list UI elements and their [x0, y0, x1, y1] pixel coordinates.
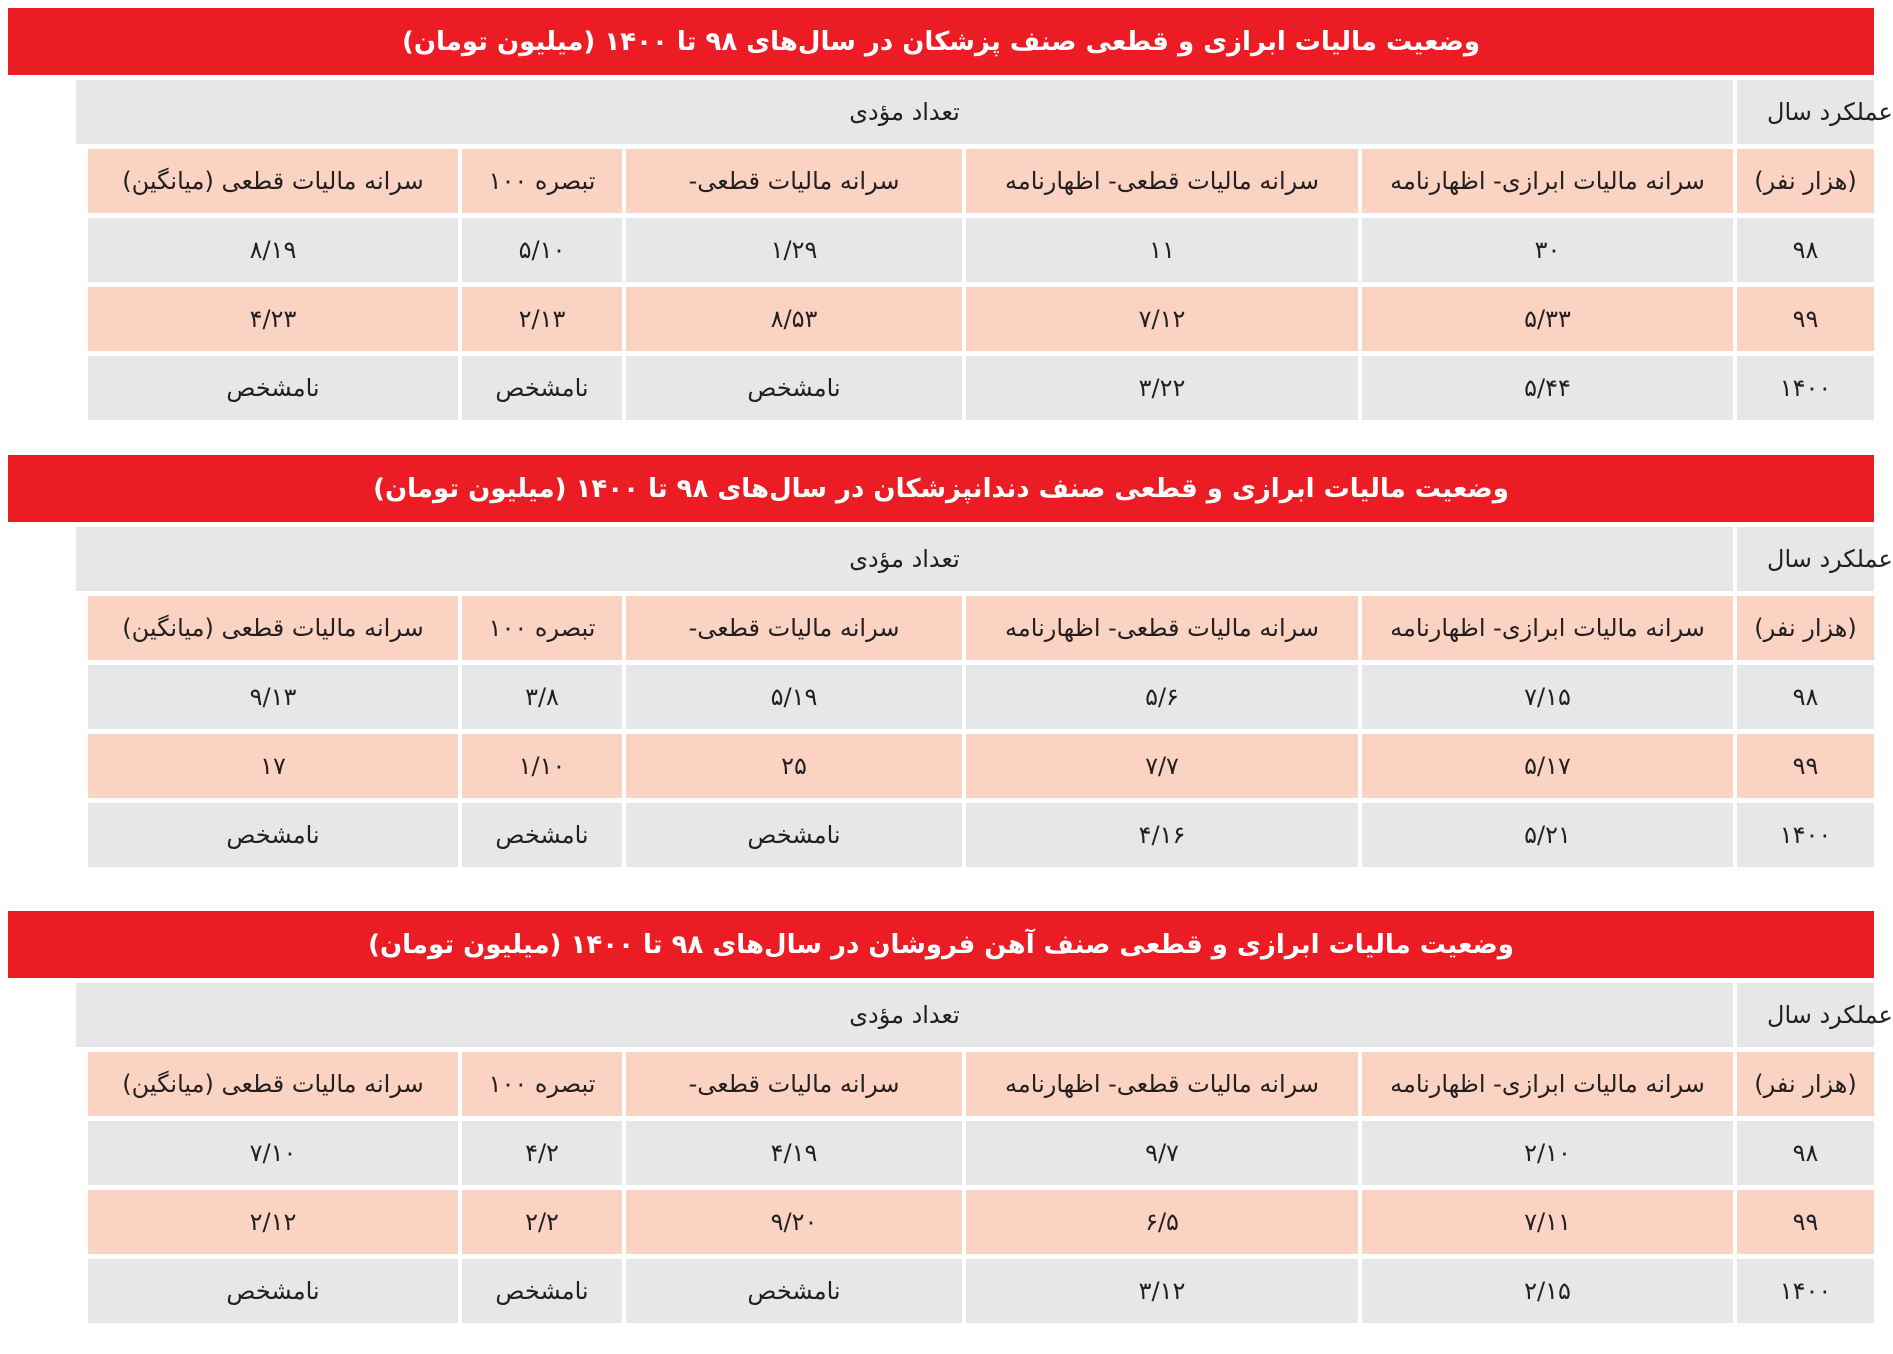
year-cell: ۹۹: [1737, 1190, 1874, 1254]
column-header: تبصره ۱۰۰: [462, 149, 622, 213]
column-header: سرانه مالیات قطعی (میانگین): [88, 596, 458, 660]
column-header: سرانه مالیات قطعی- اظهارنامه: [966, 149, 1358, 213]
column-header: سرانه مالیات قطعی-: [626, 149, 962, 213]
header-row-columns: [8, 1052, 1874, 1116]
year-cell: ۹۸: [1737, 1121, 1874, 1185]
table-cell: ۲/۲: [462, 1190, 622, 1254]
header-row-top: [8, 527, 1893, 591]
tax-table-physicians: [8, 8, 1893, 420]
year-cell: ۹۹: [1737, 287, 1874, 351]
table-cell: ۸/۵۳: [626, 287, 962, 351]
table-cell: ۳/۲۲: [966, 356, 1358, 420]
table-cell: نامشخص: [626, 356, 962, 420]
table-cell: ۲/۱۳: [462, 287, 622, 351]
column-header: سرانه مالیات ابرازی- اظهارنامه: [1362, 596, 1733, 660]
table-row: [8, 734, 1874, 798]
tax-table-iron-sellers: [8, 911, 1893, 1323]
table-cell: نامشخص: [88, 1259, 458, 1323]
year-header: عملکرد سال: [1737, 80, 1874, 144]
column-header: سرانه مالیات قطعی- اظهارنامه: [966, 1052, 1358, 1116]
table-cell: ۵/۴۴: [1362, 356, 1733, 420]
table-cell: ۴/۲۳: [88, 287, 458, 351]
table-row: [8, 218, 1874, 282]
column-header: سرانه مالیات قطعی-: [626, 1052, 962, 1116]
table-cell: ۵/۱۷: [1362, 734, 1733, 798]
table-title: وضعیت مالیات ابرازی و قطعی صنف آهن فروشان در سال‌های ۹۸ تا ۱۴۰۰ (میلیون تومان): [8, 911, 1874, 978]
table-cell: ۴/۱۶: [966, 803, 1358, 867]
table-row: [8, 1121, 1874, 1185]
column-header: سرانه مالیات قطعی-: [626, 596, 962, 660]
column-header: سرانه مالیات ابرازی- اظهارنامه: [1362, 149, 1733, 213]
table-cell: نامشخص: [626, 1259, 962, 1323]
year-cell: ۱۴۰۰: [1737, 1259, 1874, 1323]
unit-header: (هزار نفر): [1737, 149, 1874, 213]
table-cell: ۳/۱۲: [966, 1259, 1358, 1323]
table-cell: ۵/۶: [966, 665, 1358, 729]
year-cell: ۱۴۰۰: [1737, 356, 1874, 420]
table-cell: نامشخص: [462, 803, 622, 867]
table-cell: ۱/۱۰: [462, 734, 622, 798]
table-row: [8, 1190, 1874, 1254]
column-header: سرانه مالیات ابرازی- اظهارنامه: [1362, 1052, 1733, 1116]
table-cell: ۱۷: [88, 734, 458, 798]
table-cell: نامشخص: [626, 803, 962, 867]
table-cell: ۲/۱۵: [1362, 1259, 1733, 1323]
table-cell: نامشخص: [462, 356, 622, 420]
table-cell: ۷/۱۲: [966, 287, 1358, 351]
table-cell: ۲۵: [626, 734, 962, 798]
table-title: وضعیت مالیات ابرازی و قطعی صنف دندانپزشکان در سال‌های ۹۸ تا ۱۴۰۰ (میلیون تومان): [8, 455, 1874, 522]
table-cell: ۱/۲۹: [626, 218, 962, 282]
table-cell: ۷/۱۱: [1362, 1190, 1733, 1254]
header-row-columns: [8, 596, 1874, 660]
table-cell: ۲/۱۰: [1362, 1121, 1733, 1185]
table-cell: ۵/۱۹: [626, 665, 962, 729]
table-row: [8, 356, 1874, 420]
table-cell: ۵/۱۰: [462, 218, 622, 282]
table-cell: ۳۰: [1362, 218, 1733, 282]
header-row-columns: [8, 149, 1874, 213]
table-cell: ۱۱: [966, 218, 1358, 282]
table-cell: ۴/۱۹: [626, 1121, 962, 1185]
table-cell: ۵/۳۳: [1362, 287, 1733, 351]
table-cell: نامشخص: [462, 1259, 622, 1323]
group-header: تعداد مؤدی: [76, 80, 1733, 144]
unit-header: (هزار نفر): [1737, 1052, 1874, 1116]
table-row: [8, 665, 1874, 729]
header-row-top: [8, 983, 1893, 1047]
column-header: سرانه مالیات قطعی (میانگین): [88, 1052, 458, 1116]
column-header: سرانه مالیات قطعی- اظهارنامه: [966, 596, 1358, 660]
table-cell: ۶/۵: [966, 1190, 1358, 1254]
group-header: تعداد مؤدی: [76, 527, 1733, 591]
table-cell: ۴/۲: [462, 1121, 622, 1185]
header-row-top: [8, 80, 1893, 144]
year-cell: ۹۸: [1737, 665, 1874, 729]
table-cell: ۸/۱۹: [88, 218, 458, 282]
table-cell: ۷/۷: [966, 734, 1358, 798]
tax-table-dentists: [8, 455, 1893, 867]
year-header: عملکرد سال: [1737, 983, 1874, 1047]
table-row: [8, 1259, 1874, 1323]
year-cell: ۹۸: [1737, 218, 1874, 282]
table-cell: نامشخص: [88, 356, 458, 420]
table-cell: ۵/۲۱: [1362, 803, 1733, 867]
column-header: تبصره ۱۰۰: [462, 1052, 622, 1116]
year-cell: ۱۴۰۰: [1737, 803, 1874, 867]
column-header: سرانه مالیات قطعی (میانگین): [88, 149, 458, 213]
table-title: وضعیت مالیات ابرازی و قطعی صنف پزشکان در سال‌های ۹۸ تا ۱۴۰۰ (میلیون تومان): [8, 8, 1874, 75]
table-row: [8, 287, 1874, 351]
table-cell: ۷/۱۰: [88, 1121, 458, 1185]
table-row: [8, 803, 1874, 867]
year-cell: ۹۹: [1737, 734, 1874, 798]
table-cell: ۹/۲۰: [626, 1190, 962, 1254]
unit-header: (هزار نفر): [1737, 596, 1874, 660]
table-cell: ۳/۸: [462, 665, 622, 729]
group-header: تعداد مؤدی: [76, 983, 1733, 1047]
column-header: تبصره ۱۰۰: [462, 596, 622, 660]
table-cell: ۲/۱۲: [88, 1190, 458, 1254]
table-cell: ۷/۱۵: [1362, 665, 1733, 729]
table-cell: ۹/۱۳: [88, 665, 458, 729]
table-cell: نامشخص: [88, 803, 458, 867]
year-header: عملکرد سال: [1737, 527, 1874, 591]
table-cell: ۹/۷: [966, 1121, 1358, 1185]
